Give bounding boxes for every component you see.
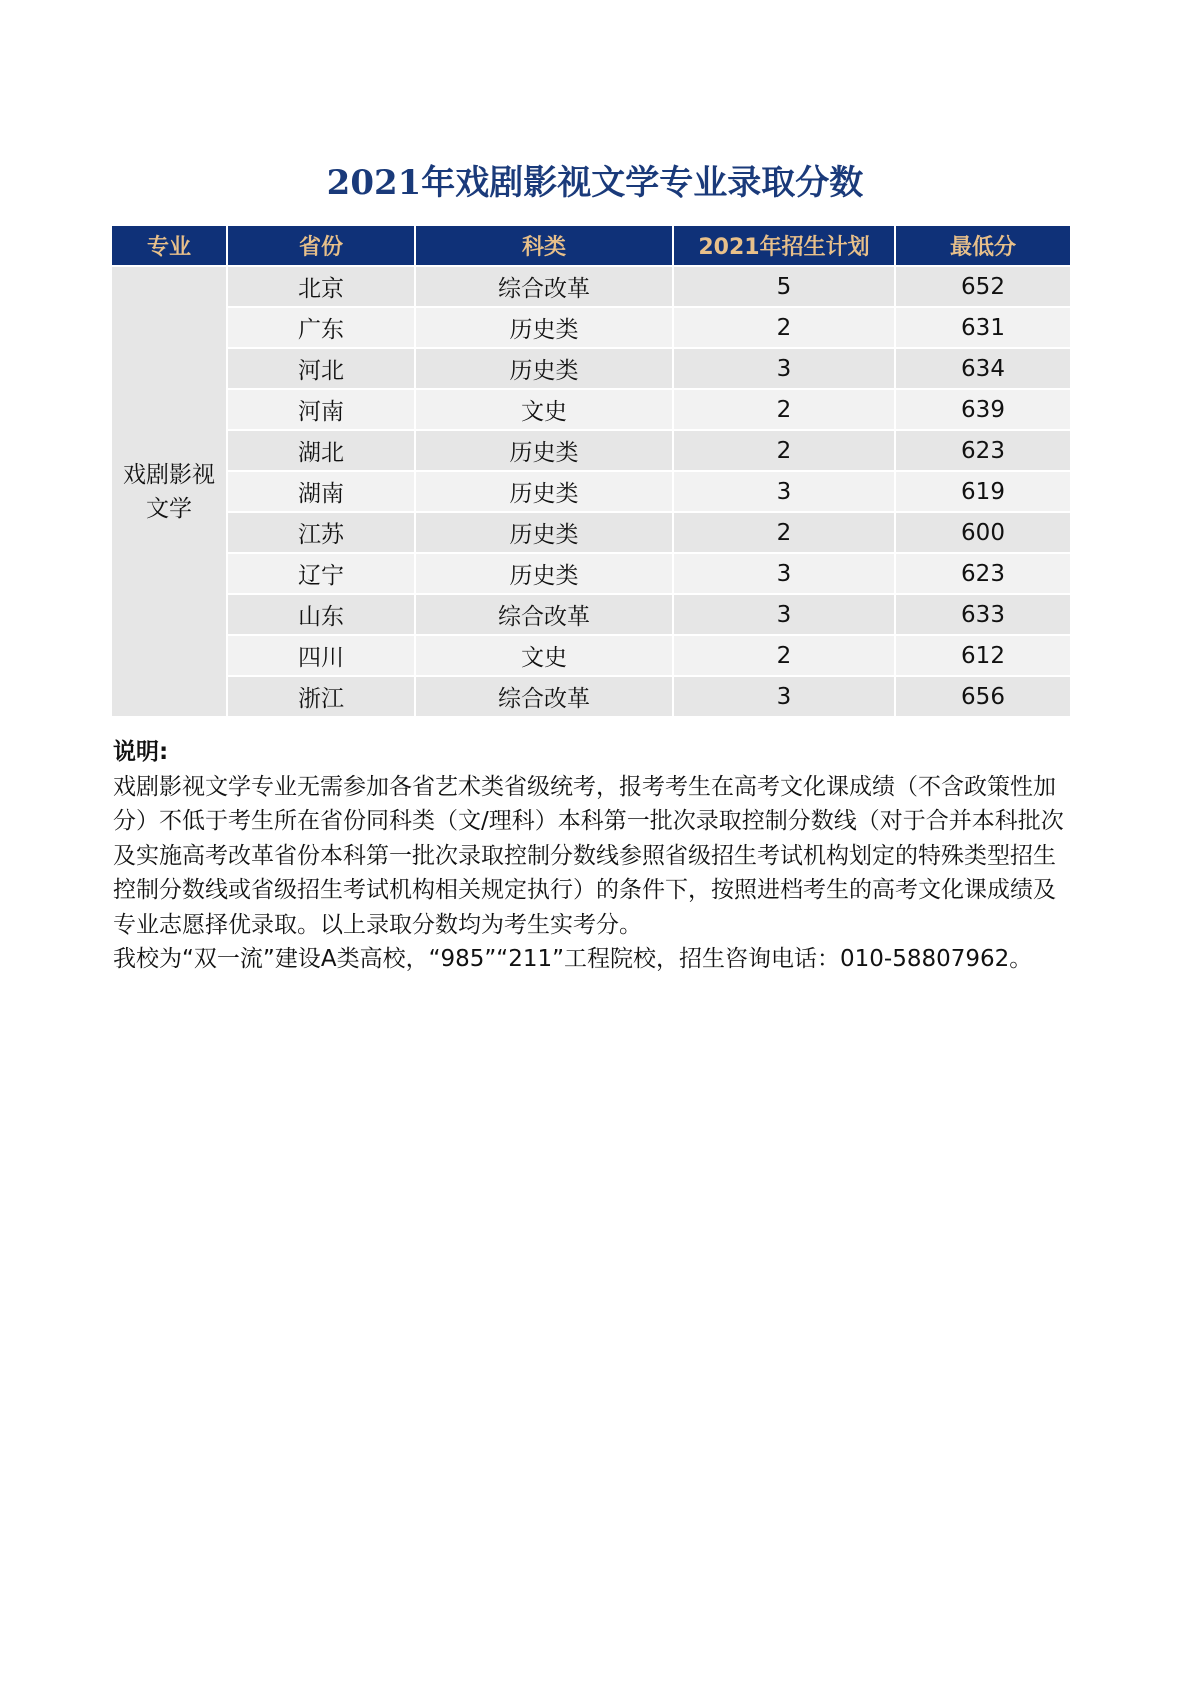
province-cell: 湖北: [227, 430, 415, 471]
category-cell: 历史类: [415, 348, 673, 389]
plan-cell: 2: [673, 389, 895, 430]
province-cell: 四川: [227, 635, 415, 676]
min-score-cell: 623: [895, 553, 1071, 594]
min-score-cell: 623: [895, 430, 1071, 471]
plan-cell: 3: [673, 553, 895, 594]
table-row: [111, 348, 1071, 389]
major-line-1: 戏剧影视: [123, 461, 215, 488]
table-row: [111, 594, 1071, 635]
min-score-cell: 619: [895, 471, 1071, 512]
min-score-cell: 612: [895, 635, 1071, 676]
plan-cell: 3: [673, 348, 895, 389]
header-plan: 2021年招生计划: [673, 225, 895, 266]
notes-paragraph-1: 戏剧影视文学专业无需参加各省艺术类省级统考，报考考生在高考文化课成绩（不含政策性加分）不低于考生所在省份同科类（文/理科）本科第一批次录取控制分数线（对于合并本科批次及实施高考改革省份本科第一批次录取控制分数线参照省级招生考试机构划定的特殊类型招生控制分数线或省级招生考试机构相关规定执行）的条件下，按照进档考生的高考文化课成绩及专业志愿择优录取。以上录取分数均为考生实考分。: [113, 773, 1064, 938]
table-row: [111, 676, 1071, 717]
header-category: 科类: [415, 225, 673, 266]
min-score-cell: 652: [895, 266, 1071, 307]
province-cell: 广东: [227, 307, 415, 348]
plan-cell: 3: [673, 471, 895, 512]
category-cell: 历史类: [415, 553, 673, 594]
min-score-cell: 631: [895, 307, 1071, 348]
min-score-cell: 633: [895, 594, 1071, 635]
table-row: [111, 553, 1071, 594]
table-row: [111, 430, 1071, 471]
category-cell: 历史类: [415, 307, 673, 348]
province-cell: 北京: [227, 266, 415, 307]
min-score-cell: 656: [895, 676, 1071, 717]
category-cell: 文史: [415, 635, 673, 676]
notes-section: [113, 735, 1073, 977]
province-cell: 辽宁: [227, 553, 415, 594]
major-cell: [111, 266, 227, 717]
category-cell: 历史类: [415, 512, 673, 553]
plan-cell: 2: [673, 430, 895, 471]
notes-label: 说明:: [113, 739, 169, 765]
plan-cell: 2: [673, 635, 895, 676]
province-cell: 山东: [227, 594, 415, 635]
province-cell: 江苏: [227, 512, 415, 553]
province-cell: 河南: [227, 389, 415, 430]
table-row: [111, 307, 1071, 348]
table-row: [111, 512, 1071, 553]
header-province: 省份: [227, 225, 415, 266]
category-cell: 历史类: [415, 430, 673, 471]
header-min-score: 最低分: [895, 225, 1071, 266]
plan-cell: 2: [673, 512, 895, 553]
table-row: [111, 471, 1071, 512]
min-score-cell: 639: [895, 389, 1071, 430]
category-cell: 综合改革: [415, 676, 673, 717]
plan-cell: 5: [673, 266, 895, 307]
plan-cell: 2: [673, 307, 895, 348]
major-line-2: 文学: [146, 495, 192, 522]
header-major: 专业: [111, 225, 227, 266]
page-title: 2021年戏剧影视文学专业录取分数: [326, 163, 864, 203]
min-score-cell: 634: [895, 348, 1071, 389]
category-cell: 综合改革: [415, 266, 673, 307]
table-row: [111, 266, 1071, 307]
category-cell: 文史: [415, 389, 673, 430]
table-row: [111, 635, 1071, 676]
province-cell: 浙江: [227, 676, 415, 717]
province-cell: 湖南: [227, 471, 415, 512]
category-cell: 历史类: [415, 471, 673, 512]
category-cell: 综合改革: [415, 594, 673, 635]
plan-cell: 3: [673, 594, 895, 635]
admission-scores-table: [110, 224, 1072, 718]
table-row: [111, 389, 1071, 430]
min-score-cell: 600: [895, 512, 1071, 553]
plan-cell: 3: [673, 676, 895, 717]
table-header-row: [111, 225, 1071, 266]
notes-paragraph-2: 我校为“双一流”建设A类高校，“985”“211”工程院校，招生咨询电话：010-58807962。: [113, 946, 1033, 972]
province-cell: 河北: [227, 348, 415, 389]
